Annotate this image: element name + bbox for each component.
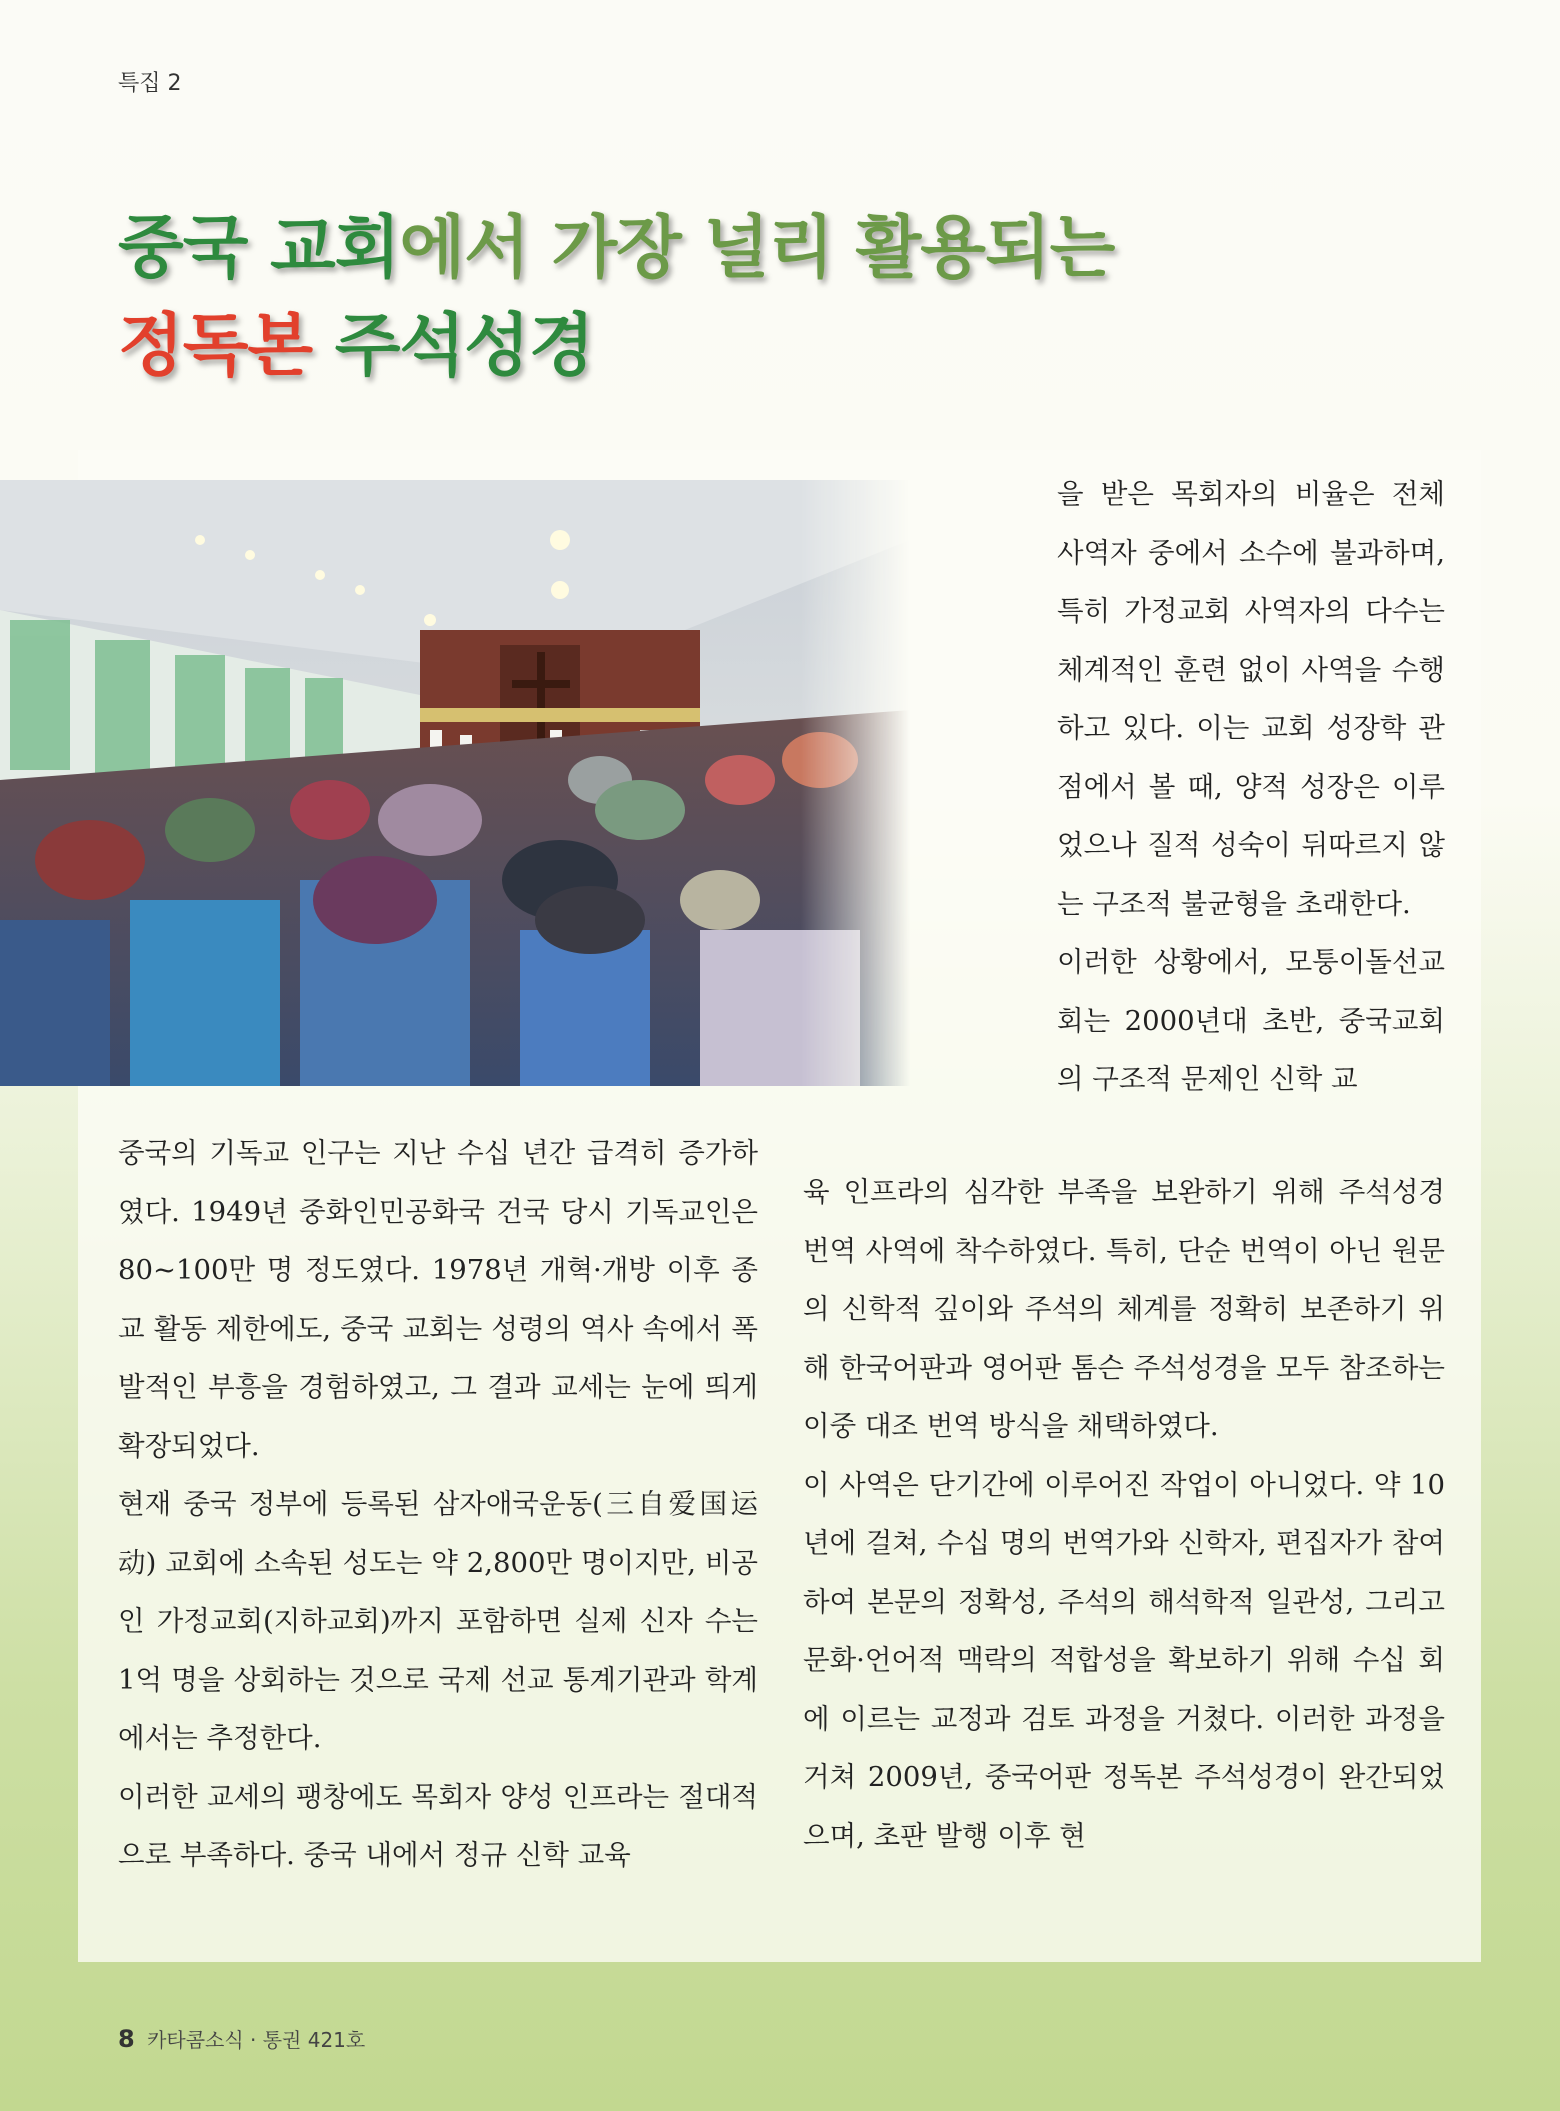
- title-line1-rest: 에서 가장 널리 활용되는: [399, 209, 1115, 288]
- page-footer: [118, 2024, 365, 2053]
- church-congregation-photo: [0, 480, 910, 1086]
- title-line2-emphasis: 정독본: [118, 307, 313, 386]
- paragraph: 을 받은 목회자의 비율은 전체 사역자 중에서 소수에 불과하며, 특히 가정교회 사역자의 다수는 체계적인 훈련 없이 사역을 수행하고 있다. 이는 교회 성장학 관점에서 볼 때, 양적 성장은 이루었으나 질적 성숙이 뒤따르지 않는 구조적 불균형을 초래한다.: [1057, 478, 1445, 920]
- body-column-right-bottom: [803, 1163, 1445, 1865]
- publication-name: 카타콤소식 · 통권 421호: [147, 2028, 366, 2052]
- paragraph: 현재 중국 정부에 등록된 삼자애국운동(三自爱国运动) 교회에 소속된 성도는 약 2,800만 명이지만, 비공인 가정교회(지하교회)까지 포함하면 실제 신자 수는 1억 명을 상회하는 것으로 국제 선교 통계기관과 학계에서는 추정한다.: [118, 1488, 758, 1754]
- body-column-right-top: [1057, 465, 1445, 1109]
- page-title: [118, 200, 1114, 396]
- paragraph: 이러한 교세의 팽창에도 목회자 양성 인프라는 절대적으로 부족하다. 중국 내에서 정규 신학 교육: [118, 1780, 758, 1871]
- paragraph: 이 사역은 단기간에 이루어진 작업이 아니었다. 약 10년에 걸쳐, 수십 명의 번역가와 신학자, 편집자가 참여하여 본문의 정확성, 주석의 해석학적 일관성, 그리고 문화·언어적 맥락의 적합성을 확보하기 위해 수십 회에 이르는 교정과 검토 과정을 거쳤다. 이러한 과정을 거쳐 2009년, 중국어판 정독본 주석성경이 완간되었으며, 초판 발행 이후 현: [803, 1468, 1445, 1852]
- paragraph: 이러한 상황에서, 모퉁이돌선교회는 2000년대 초반, 중국교회의 구조적 문제인 신학 교: [1057, 946, 1445, 1095]
- title-line1-emphasis: 중국 교회: [118, 209, 400, 288]
- title-line2-rest: 주석성경: [312, 307, 594, 386]
- body-column-left: [118, 1124, 758, 1885]
- paragraph: 중국의 기독교 인구는 지난 수십 년간 급격히 증가하였다. 1949년 중화인민공화국 건국 당시 기독교인은 80~100만 명 정도였다. 1978년 개혁·개방 이후 종교 활동 제한에도, 중국 교회는 성령의 역사 속에서 폭발적인 부흥을 경험하였고, 그 결과 교세는 눈에 띄게 확장되었다.: [118, 1137, 758, 1462]
- section-label: 특집 2: [118, 71, 182, 96]
- paragraph: 육 인프라의 심각한 부족을 보완하기 위해 주석성경 번역 사역에 착수하였다. 특히, 단순 번역이 아닌 원문의 신학적 깊이와 주석의 체계를 정확히 보존하기 위해 한국어판과 영어판 톰슨 주석성경을 모두 참조하는 이중 대조 번역 방식을 채택하였다.: [803, 1176, 1445, 1442]
- page-number: 8: [118, 2025, 135, 2053]
